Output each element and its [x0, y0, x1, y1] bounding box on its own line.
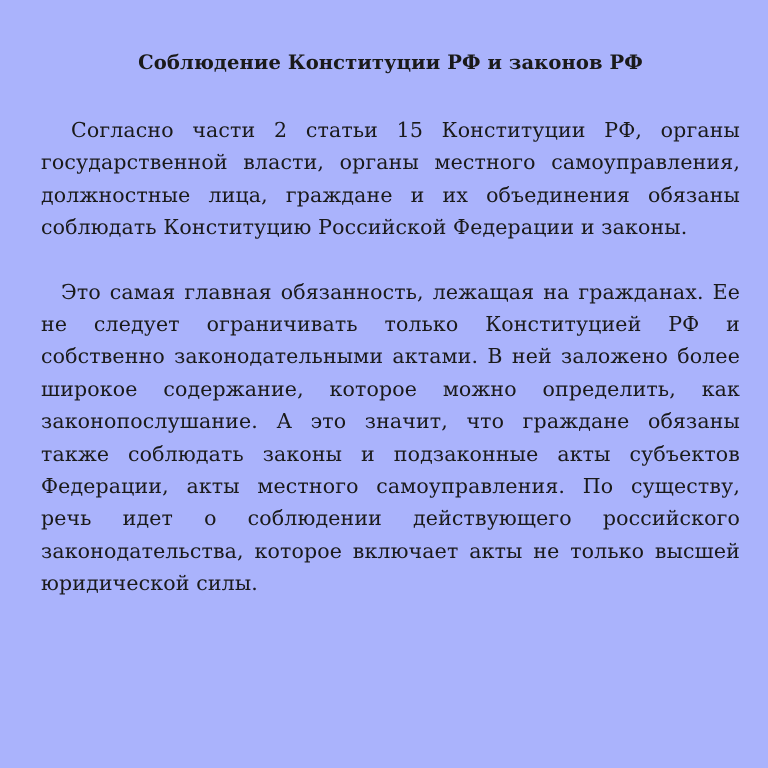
paragraph-1: Согласно части 2 статьи 15 Конституции РФ, органы государственной власти, органы местного самоуправления, должностные лица, граждане и их объединения обязаны соблюдать Конституцию Российской Федерации и законы.: [41, 118, 740, 240]
paragraph-2: Это самая главная обязанность, лежащая на гражданах. Ее не следует ограничивать только Конституцией РФ и собственно законодательными актами. В ней заложено более широкое содержание, которое можно определить, как законопослушание. А это значит, что граждане обязаны также соблюдать законы и подзаконные акты субъектов Федерации, акты местного самоуправления. По существу, речь идет о соблюдении действующего российского законодательства, которое включает акты не только высшей юридической силы.: [41, 279, 740, 596]
document-title: Соблюдение Конституции РФ и законов РФ: [138, 51, 643, 74]
